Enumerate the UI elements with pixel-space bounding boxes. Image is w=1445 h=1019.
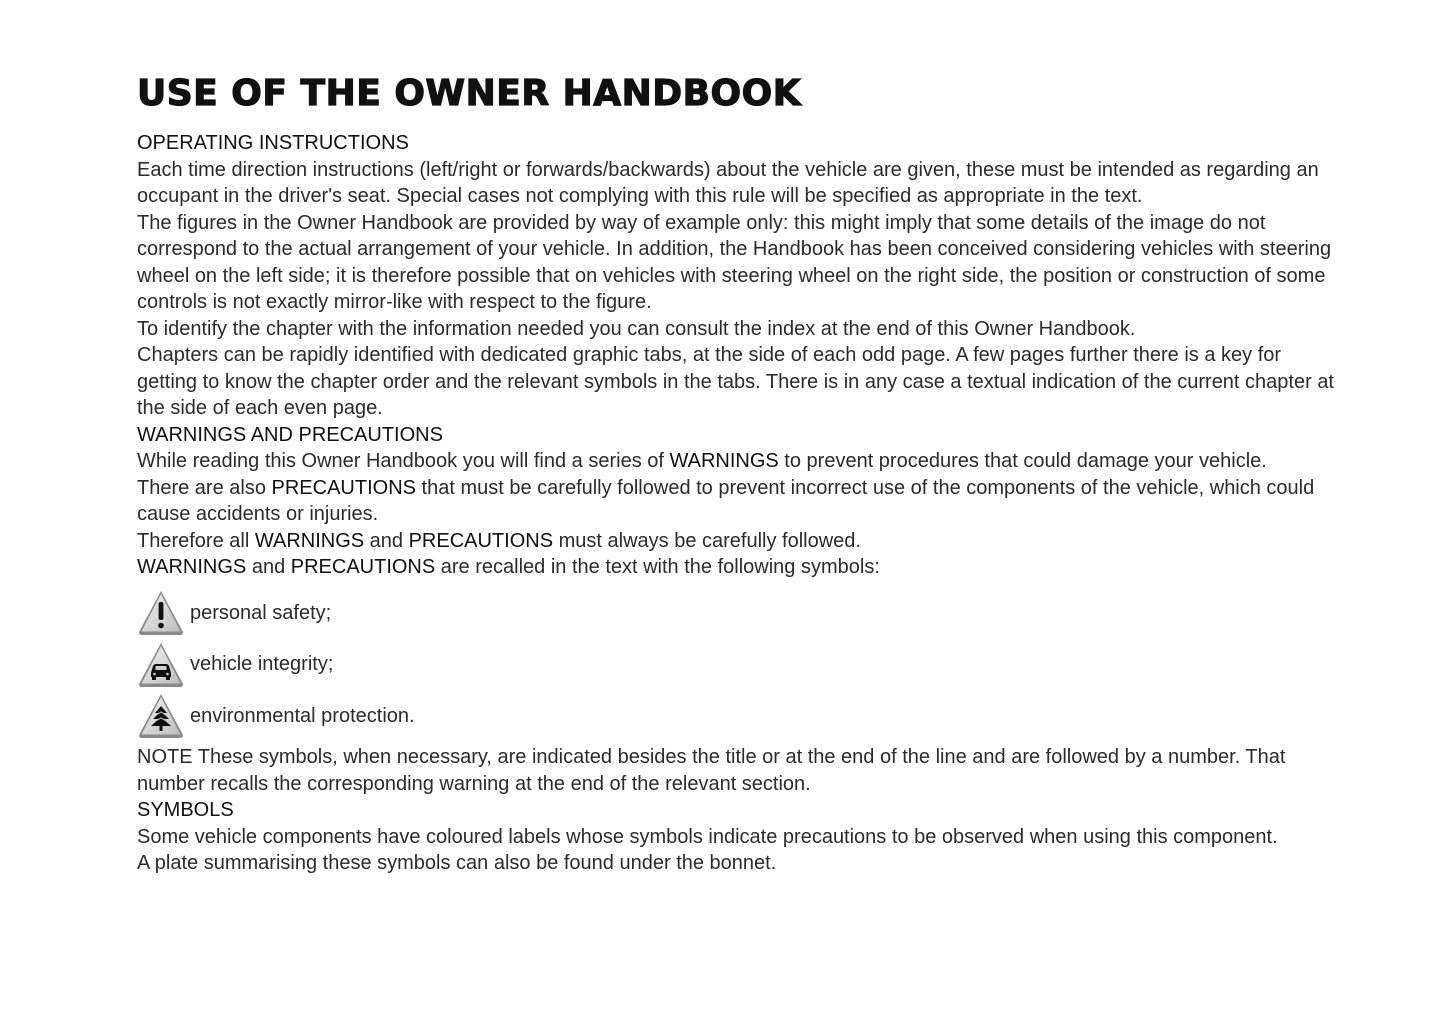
text-run: Therefore all	[137, 529, 255, 552]
text-run: are recalled in the text with the following symbols:	[435, 556, 880, 578]
exclamation-warning-icon	[136, 588, 186, 638]
text-run: There are also	[137, 476, 272, 499]
section-heading-symbols: SYMBOLS	[137, 799, 234, 821]
paragraph	[137, 448, 1337, 475]
symbol-label: personal safety;	[190, 601, 332, 624]
paragraph: The figures in the Owner Handbook are provided by way of example only: this might imply that some details of the image do not correspond to the actual arrangement of your vehicle. In addition, the Handbook has been conceived considering vehicles with steering wheel on the left side; it is therefore possible that on vehicles with steering wheel on the right side, the position or construction of some controls is not exactly mirror-like with respect to the figure.	[137, 211, 1332, 313]
handbook-page	[137, 72, 1337, 877]
car-warning-icon	[136, 640, 186, 690]
text-run: and	[246, 556, 291, 578]
paragraph	[137, 475, 1337, 528]
paragraph: Some vehicle components have coloured labels whose symbols indicate precautions to be observed when using this component.	[137, 825, 1278, 848]
text-run: and	[364, 529, 409, 552]
text-run: to prevent procedures that could damage your vehicle.	[778, 450, 1267, 472]
paragraph: Chapters can be rapidly identified with dedicated graphic tabs, at the side of each odd page. A few pages further there is a key for getting to know the chapter order and the relevant symbols in the tabs. There is in any case a textual indication of the current chapter at the side of each even page.	[137, 344, 1334, 419]
emphasis-precautions: PRECAUTIONS	[408, 529, 554, 552]
symbol-label: vehicle integrity;	[190, 653, 334, 676]
page-title: USE OF THE OWNER HANDBOOK	[137, 73, 802, 114]
paragraph: Each time direction instructions (left/right or forwards/backwards) about the vehicle are given, these must be intended as regarding an occupant in the driver's seat. Special cases not complying with this rule will be specified as appropriate in the text.	[137, 158, 1319, 207]
note-paragraph: NOTE These symbols, when necessary, are indicated besides the title or at the end of the line and are followed by a number. That number recalls the corresponding warning at the end of the relevant section.	[137, 746, 1286, 795]
symbol-item-personal-safety	[137, 588, 1337, 640]
paragraph: To identify the chapter with the information needed you can consult the index at the end of this Owner Handbook.	[137, 317, 1136, 340]
text-run: While reading this Owner Handbook you will find a series of	[137, 450, 670, 472]
emphasis-precautions: PRECAUTIONS	[271, 476, 416, 499]
text-run: must always be carefully followed.	[553, 529, 861, 552]
paragraph: A plate summarising these symbols can also be found under the bonnet.	[137, 852, 777, 874]
text-run: that must be carefully followed to prevent incorrect use of the components of the vehicle, which could cause accidents or injuries.	[137, 476, 1315, 525]
section-heading-operating-instructions: OPERATING INSTRUCTIONS	[137, 132, 409, 154]
symbol-item-environmental-protection	[137, 691, 1337, 743]
tree-warning-icon	[136, 691, 186, 741]
symbol-list	[137, 588, 1337, 743]
emphasis-warnings: WARNINGS	[254, 529, 365, 552]
symbol-label: environmental protection.	[190, 704, 415, 727]
emphasis-warnings: WARNINGS	[669, 450, 779, 472]
emphasis-precautions: PRECAUTIONS	[290, 556, 436, 578]
section-heading-warnings-and-precautions: WARNINGS AND PRECAUTIONS	[137, 423, 443, 446]
paragraph	[137, 528, 1337, 555]
symbol-item-vehicle-integrity	[137, 639, 1337, 691]
paragraph	[137, 554, 1337, 581]
emphasis-warnings: WARNINGS	[137, 556, 247, 578]
